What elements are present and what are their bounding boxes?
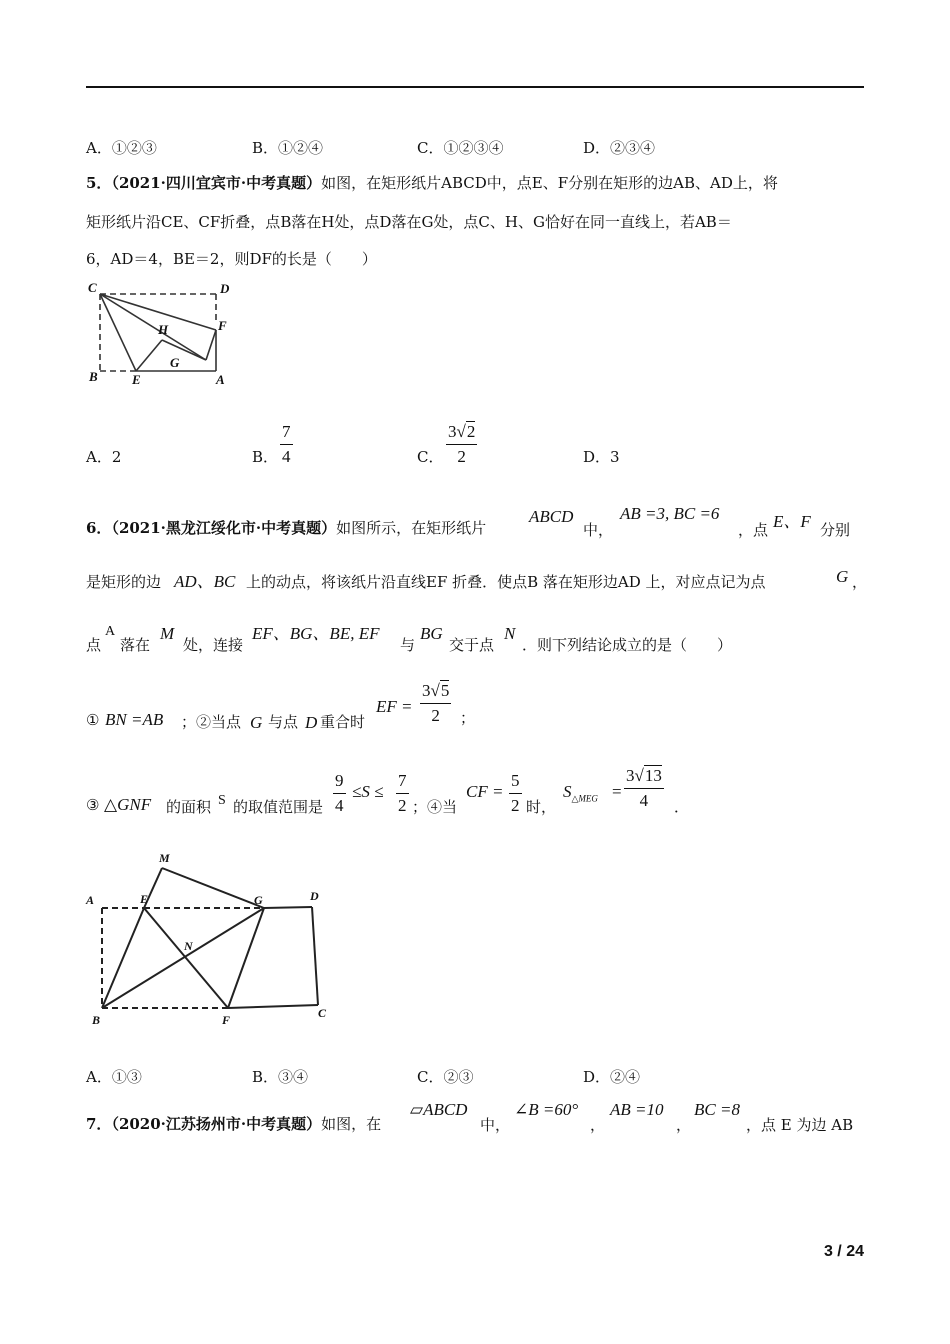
- q6-text-zhong: 中，: [583, 521, 614, 539]
- q6-option-a: A．①③: [86, 1068, 142, 1086]
- q5-rectangle-figure: [86, 280, 246, 390]
- q6-statement-2-g: G: [250, 713, 263, 732]
- q6-line-2b: 上的动点，将该纸片沿直线EF 折叠．使点B 落在矩形边AD 上，对应点记为点: [246, 573, 766, 591]
- q5-option-b-prefix: B．: [252, 448, 279, 466]
- q6-s-meg: $S_{\triangle MEG}$: [563, 782, 598, 804]
- q6-point-g: G: [836, 567, 849, 586]
- q6-inequality: ≤S ≤: [352, 782, 384, 801]
- q6-segments: EF、BG、BE, EF: [252, 624, 380, 643]
- q6-label-b: B: [92, 1013, 101, 1027]
- q6-points-ef: E、F: [773, 512, 811, 531]
- q5-line-1: [86, 173, 778, 193]
- q5-label-h: H: [158, 322, 169, 337]
- q6-range-high: 7 2: [398, 771, 407, 815]
- q6-option-c: C．②③: [417, 1068, 474, 1086]
- q6-label-f: F: [222, 1013, 231, 1027]
- q5-option-b-fraction: 7 4: [282, 422, 291, 466]
- q6-statement-3-mark: ③: [86, 796, 100, 814]
- q6-statement-2-d: D: [305, 713, 318, 732]
- q6-comma: ，: [852, 573, 868, 591]
- q6-range-low: 9 4: [335, 771, 344, 815]
- q6-statement-1-mark: ①: [86, 711, 100, 729]
- q6-text-connect: 处，连接: [183, 636, 244, 654]
- q6-line-3a: 点: [86, 636, 102, 654]
- q6-label-g: G: [254, 893, 263, 907]
- q6-label-a: A: [86, 893, 95, 907]
- q6-text-shi: 时，: [526, 798, 557, 816]
- q6-source: （2021·黑龙江绥化市·中考真题）: [111, 519, 337, 537]
- q7-line-1: 7．（2020·江苏扬州市·中考真题）如图，在: [86, 1115, 382, 1133]
- q7-number: 7．: [86, 1115, 112, 1133]
- q5-option-c-prefix: C．: [417, 448, 444, 466]
- q6-option-b: B．③④: [252, 1068, 309, 1086]
- q6-statement-4-text: ；④当: [412, 798, 458, 816]
- q5-line-3: 6，AD＝4，BE＝2，则DF的长是（ ）: [86, 250, 377, 268]
- q5-number: 5．: [86, 174, 112, 192]
- q6-statement-2-fraction: 3√5 2: [422, 681, 450, 725]
- q5-label-a: A: [216, 372, 225, 387]
- q4-option-c: C．①②③④: [417, 139, 504, 157]
- q6-area-fraction: 3√13 4: [626, 766, 662, 810]
- q6-text-chonghe: 重合时: [320, 713, 366, 731]
- q6-point-a: A: [105, 624, 116, 639]
- q6-condition: AB =3, BC =6: [620, 504, 720, 523]
- q5-option-d: D．3: [583, 448, 620, 466]
- q6-statement-2-ef: EF =: [376, 697, 413, 716]
- header-rule: [86, 86, 864, 88]
- q6-number: 6．: [86, 519, 112, 537]
- q6-option-d: D．②④: [583, 1068, 641, 1086]
- q6-label-m: M: [159, 851, 170, 865]
- q6-point-n: N: [504, 624, 516, 643]
- q6-label-d: D: [310, 889, 319, 903]
- q4-option-b: B．①②④: [252, 139, 324, 157]
- q6-text-yu: 与: [400, 636, 416, 654]
- q6-area-s: S: [218, 793, 226, 808]
- q6-text-jiaoyu: 交于点: [449, 636, 495, 654]
- q7-angle: ∠B =60°: [514, 1100, 579, 1119]
- q4-option-a: A．①②③: [86, 139, 157, 157]
- q6-text-fenbie: 分别: [820, 521, 851, 539]
- q6-triangle-gnf: △GNF: [104, 795, 152, 814]
- q7-parallelogram: ▱ABCD: [410, 1100, 468, 1119]
- q6-line-2a: 是矩形的边: [86, 573, 162, 591]
- page-number: 3 / 24: [823, 1243, 864, 1260]
- q6-cf-fraction: 5 2: [511, 771, 520, 815]
- q6-label-e: E: [140, 892, 149, 906]
- q6-label-n: N: [184, 939, 193, 953]
- q7-source: （2020·江苏扬州市·中考真题）: [111, 1115, 322, 1133]
- q5-text-1: 如图，在矩形纸片ABCD中，点E、F分别在矩形的边AB、AD上，将: [321, 174, 778, 192]
- q5-option-a: A．2: [86, 448, 122, 466]
- q6-question: ．则下列结论成立的是（ ）: [522, 636, 733, 654]
- q6-cf-eq: CF =: [466, 782, 504, 801]
- q6-segment-bg: BG: [420, 624, 443, 643]
- q6-statement-2-text: ；②当点: [181, 713, 242, 731]
- q5-option-c-fraction: 3√2 2: [448, 422, 476, 466]
- q5-label-f: F: [218, 318, 227, 333]
- q5-source: （2021·四川宜宾市·中考真题）: [111, 174, 322, 192]
- q6-text-area: 的面积: [166, 798, 212, 816]
- q6-period: ．: [674, 798, 690, 816]
- q7-comma-2: ，: [676, 1116, 692, 1134]
- q6-line-1: 6．（2021·黑龙江绥化市·中考真题）如图所示，在矩形纸片: [86, 519, 487, 537]
- q7-text-end: ，点 E 为边 AB: [746, 1116, 854, 1134]
- q5-line-2: 矩形纸片沿CE、CF折叠，点B落在H处，点D落在G处，点C、H、G恰好在同一直线上，若AB＝: [86, 213, 732, 231]
- q6-sides: AD、BC: [174, 572, 236, 591]
- q5-label-e: E: [132, 372, 141, 387]
- q5-label-c: C: [88, 280, 97, 295]
- q5-label-d: D: [220, 281, 230, 296]
- q5-label-b: B: [89, 369, 98, 384]
- q6-point-m: M: [160, 624, 175, 643]
- q7-text-zhong: 中，: [480, 1116, 511, 1134]
- q6-fold-figure: [84, 850, 344, 1030]
- q7-bc: BC =8: [694, 1100, 740, 1119]
- q6-abcd: ABCD: [529, 507, 574, 526]
- q6-text-luozai: 落在: [120, 636, 151, 654]
- q6-text-range: 的取值范围是: [233, 798, 324, 816]
- q6-statement-1: BN =AB: [105, 710, 164, 729]
- q6-text-yudian: 与点: [268, 713, 299, 731]
- q7-comma-1: ，: [590, 1116, 606, 1134]
- q6-equals: =: [612, 782, 622, 801]
- q4-option-d: D．②③④: [583, 139, 656, 157]
- q7-ab: AB =10: [610, 1100, 664, 1119]
- q6-semicolon: ；: [460, 709, 476, 727]
- q5-label-g: G: [170, 355, 180, 370]
- q6-label-c: C: [318, 1006, 327, 1020]
- q6-text-dian: ，点: [738, 521, 769, 539]
